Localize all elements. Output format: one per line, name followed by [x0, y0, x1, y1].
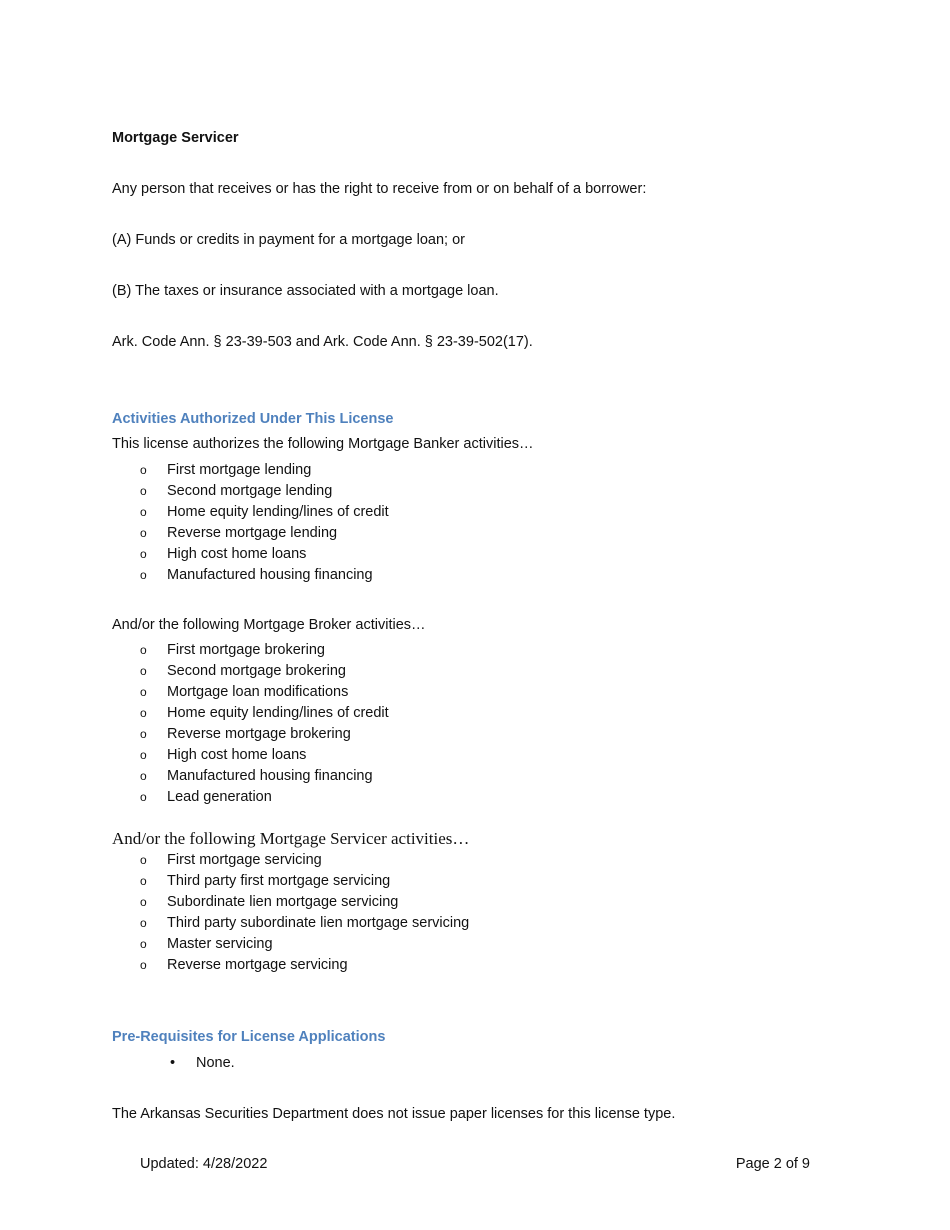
list-item: o High cost home loans [140, 546, 307, 562]
circle-bullet-icon: o [140, 937, 147, 951]
circle-bullet-icon: o [140, 895, 147, 909]
circle-bullet-icon: o [140, 853, 147, 867]
list-item: o Reverse mortgage servicing [140, 957, 348, 973]
circle-bullet-icon: o [140, 526, 147, 540]
circle-bullet-icon: o [140, 748, 147, 762]
circle-bullet-icon: o [140, 685, 147, 699]
list-item: o Second mortgage lending [140, 483, 333, 499]
banker-intro: This license authorizes the following Mortgage Banker activities… [112, 436, 534, 452]
citation: Ark. Code Ann. § 23-39-503 and Ark. Code Ann. § 23-39-502(17). [112, 334, 533, 350]
circle-bullet-icon: o [140, 958, 147, 972]
prereq-heading: Pre-Requisites for License Applications [112, 1029, 386, 1045]
list-item: o First mortgage servicing [140, 852, 322, 868]
circle-bullet-icon: o [140, 664, 147, 678]
list-item: o Subordinate lien mortgage servicing [140, 894, 399, 910]
list-item: o Manufactured housing financing [140, 768, 373, 784]
list-item: o Home equity lending/lines of credit [140, 705, 389, 721]
circle-bullet-icon: o [140, 916, 147, 930]
list-item: o Reverse mortgage brokering [140, 726, 351, 742]
activities-heading: Activities Authorized Under This License [112, 411, 394, 427]
definition-text: Any person that receives or has the right to receive from or on behalf of a borrower: [112, 181, 647, 197]
circle-bullet-icon: o [140, 463, 147, 477]
footer-updated: Updated: 4/28/2022 [140, 1156, 268, 1172]
list-item: o Second mortgage brokering [140, 663, 346, 679]
list-item: o Lead generation [140, 789, 272, 805]
definition-item-b: (B) The taxes or insurance associated with a mortgage loan. [112, 283, 499, 299]
list-item: o Third party first mortgage servicing [140, 873, 391, 889]
circle-bullet-icon: o [140, 568, 147, 582]
circle-bullet-icon: o [140, 643, 147, 657]
broker-intro: And/or the following Mortgage Broker activities… [112, 617, 426, 633]
list-item: o Master servicing [140, 936, 273, 952]
servicer-intro: And/or the following Mortgage Servicer activities… [112, 829, 470, 848]
list-item: • None. [170, 1055, 235, 1071]
circle-bullet-icon: o [140, 769, 147, 783]
circle-bullet-icon: o [140, 790, 147, 804]
list-item: o First mortgage brokering [140, 642, 325, 658]
circle-bullet-icon: o [140, 727, 147, 741]
note-text: The Arkansas Securities Department does not issue paper licenses for this license type. [112, 1106, 676, 1122]
list-item: o Manufactured housing financing [140, 567, 373, 583]
bullet-icon: • [170, 1055, 176, 1071]
list-item: o High cost home loans [140, 747, 307, 763]
circle-bullet-icon: o [140, 706, 147, 720]
list-item: o Reverse mortgage lending [140, 525, 338, 541]
circle-bullet-icon: o [140, 505, 147, 519]
list-item: o Home equity lending/lines of credit [140, 504, 389, 520]
circle-bullet-icon: o [140, 484, 147, 498]
list-item: o First mortgage lending [140, 462, 312, 478]
circle-bullet-icon: o [140, 547, 147, 561]
footer-page-number: Page 2 of 9 [735, 1156, 810, 1172]
circle-bullet-icon: o [140, 874, 147, 888]
list-item: o Mortgage loan modifications [140, 684, 349, 700]
list-item: o Third party subordinate lien mortgage servicing [140, 915, 470, 931]
definition-item-a: (A) Funds or credits in payment for a mortgage loan; or [112, 232, 465, 248]
section-title: Mortgage Servicer [112, 130, 239, 146]
